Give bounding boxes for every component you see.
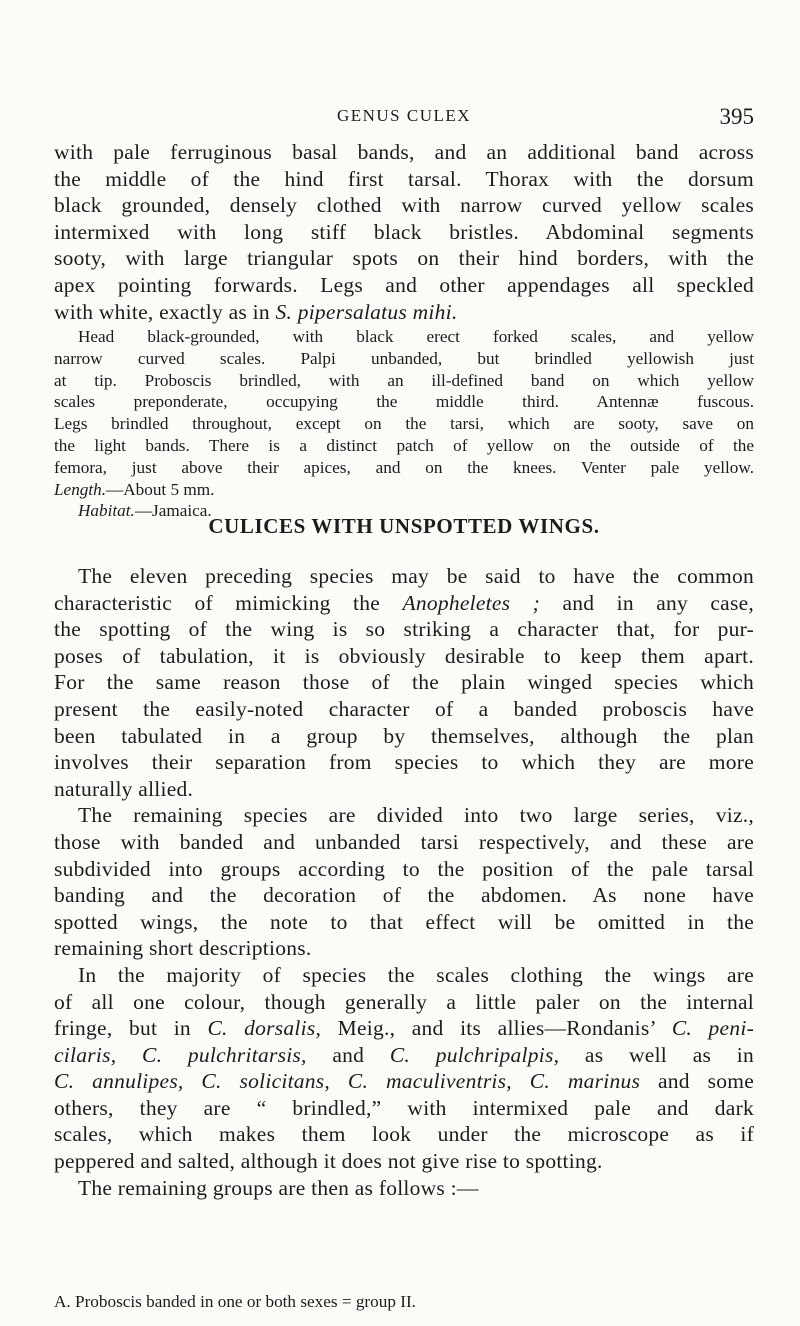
text-line: the spotting of the wing is so striking a character that, for pur- <box>54 617 754 642</box>
text-line: A. Proboscis banded in one or both sexes = group II. <box>54 1292 416 1311</box>
text-line: those with banded and unbanded tarsi respectively, and these are <box>54 829 754 854</box>
text-line: apex pointing forwards. Legs and other appendages all speckled <box>54 272 754 297</box>
length-label: Length. <box>54 479 107 499</box>
text-line: intermixed with long stiff black bristles. Abdominal segments <box>54 219 754 244</box>
text-run: characteristic of mimicking the <box>54 590 403 615</box>
text-line: present the easily-noted character of a banded proboscis have <box>54 696 754 721</box>
text-line: subdivided into groups according to the position of the pale tarsal <box>54 856 754 881</box>
text-line: been tabulated in a group by themselves, although the plan <box>54 723 754 748</box>
text-line: The remaining groups are then as follows :— <box>78 1175 479 1200</box>
text-line: black grounded, densely clothed with narrow curved yellow scales <box>54 193 754 218</box>
habitat-value: —Jamaica. <box>134 501 212 521</box>
text-line: others, they are “ brindled,” with intermixed pale and dark <box>54 1095 754 1120</box>
text-run: Meig., and its allies—Rondanis’ <box>321 1016 672 1041</box>
text-line: The remaining species are divided into two large series, viz., <box>78 803 754 828</box>
text-line: scales preponderate, occupying the middle third. Antennæ fuscous. <box>54 392 754 412</box>
running-head: GENUS CULEX <box>336 106 472 125</box>
text-line: poses of tabulation, it is obviously desirable to keep them apart. <box>54 643 754 668</box>
species-name: C. annulipes, C. solicitans, C. maculiventris, C. marinus <box>54 1069 641 1094</box>
species-name: C. peni- <box>671 1016 754 1041</box>
text-line: sooty, with large triangular spots on their hind borders, with the <box>54 246 754 271</box>
detail-paragraph <box>54 326 754 522</box>
text-line: naturally allied. <box>54 776 194 801</box>
body-paragraph <box>54 563 754 1201</box>
text-run: as well as in <box>559 1042 754 1067</box>
text-line: the light bands. There is a distinct patch of yellow on the outside of the <box>54 435 754 455</box>
text-line: banding and the decoration of the abdomen. As none have <box>54 883 754 908</box>
species-name: C. pulchripalpis, <box>389 1042 560 1067</box>
text-line <box>54 590 754 617</box>
section-heading: CULICES WITH UNSPOTTED WINGS. <box>208 514 600 538</box>
group-a-line <box>54 1291 754 1313</box>
text-line <box>54 1042 754 1069</box>
text-line <box>54 1068 754 1095</box>
species-name: S. pipersalatus mihi. <box>275 299 458 324</box>
text-line: the middle of the hind first tarsal. Thorax with the dorsum <box>54 166 754 191</box>
text-line: In the majority of species the scales clothing the wings are <box>78 962 754 987</box>
text-line: For the same reason those of the plain winged species which <box>54 670 754 695</box>
text-line: involves their separation from species to which they are more <box>54 750 754 775</box>
page-header <box>54 104 754 130</box>
text-line: at tip. Proboscis brindled, with an ill-defined band on which yellow <box>54 370 754 390</box>
text-run: and in any case, <box>540 590 754 615</box>
genus-name: Anopheletes ; <box>402 590 541 615</box>
text-line: The eleven preceding species may be said to have the common <box>78 564 754 588</box>
habitat-label: Habitat. <box>78 501 135 521</box>
text-line: of all one colour, though generally a little paler on the internal <box>54 989 754 1014</box>
species-name: C. dorsalis, <box>207 1016 322 1041</box>
text-line: scales, which makes them look under the microscope as if <box>54 1122 754 1147</box>
text-line: narrow curved scales. Palpi unbanded, but brindled yellowish just <box>54 348 754 368</box>
species-name: cilaris, C. pulchritarsis, <box>54 1042 307 1067</box>
text-line: femora, just above their apices, and on the knees. Venter pale yellow. <box>54 457 754 477</box>
text-line: Head black-grounded, with black erect forked scales, and yellow <box>78 327 754 346</box>
text-line: Legs brindled throughout, except on the tarsi, which are sooty, save on <box>54 414 754 434</box>
length-value: —About 5 mm. <box>106 479 215 499</box>
page-number: 395 <box>719 104 754 129</box>
text-line: spotted wings, the note to that effect will be omitted in the <box>54 909 754 934</box>
text-run: fringe, but in <box>54 1016 208 1041</box>
text-line: remaining short descriptions. <box>54 936 312 961</box>
text-line: peppered and salted, although it does not give rise to spotting. <box>54 1149 603 1174</box>
text-run: and <box>306 1042 390 1067</box>
text-run: and some <box>640 1069 754 1094</box>
text-line: with pale ferruginous basal bands, and an additional band across <box>54 140 754 164</box>
length-line <box>54 479 754 501</box>
text-run: with white, exactly as in <box>54 299 276 324</box>
description-paragraph <box>54 139 754 325</box>
text-line <box>54 299 754 326</box>
text-line <box>54 1015 754 1042</box>
